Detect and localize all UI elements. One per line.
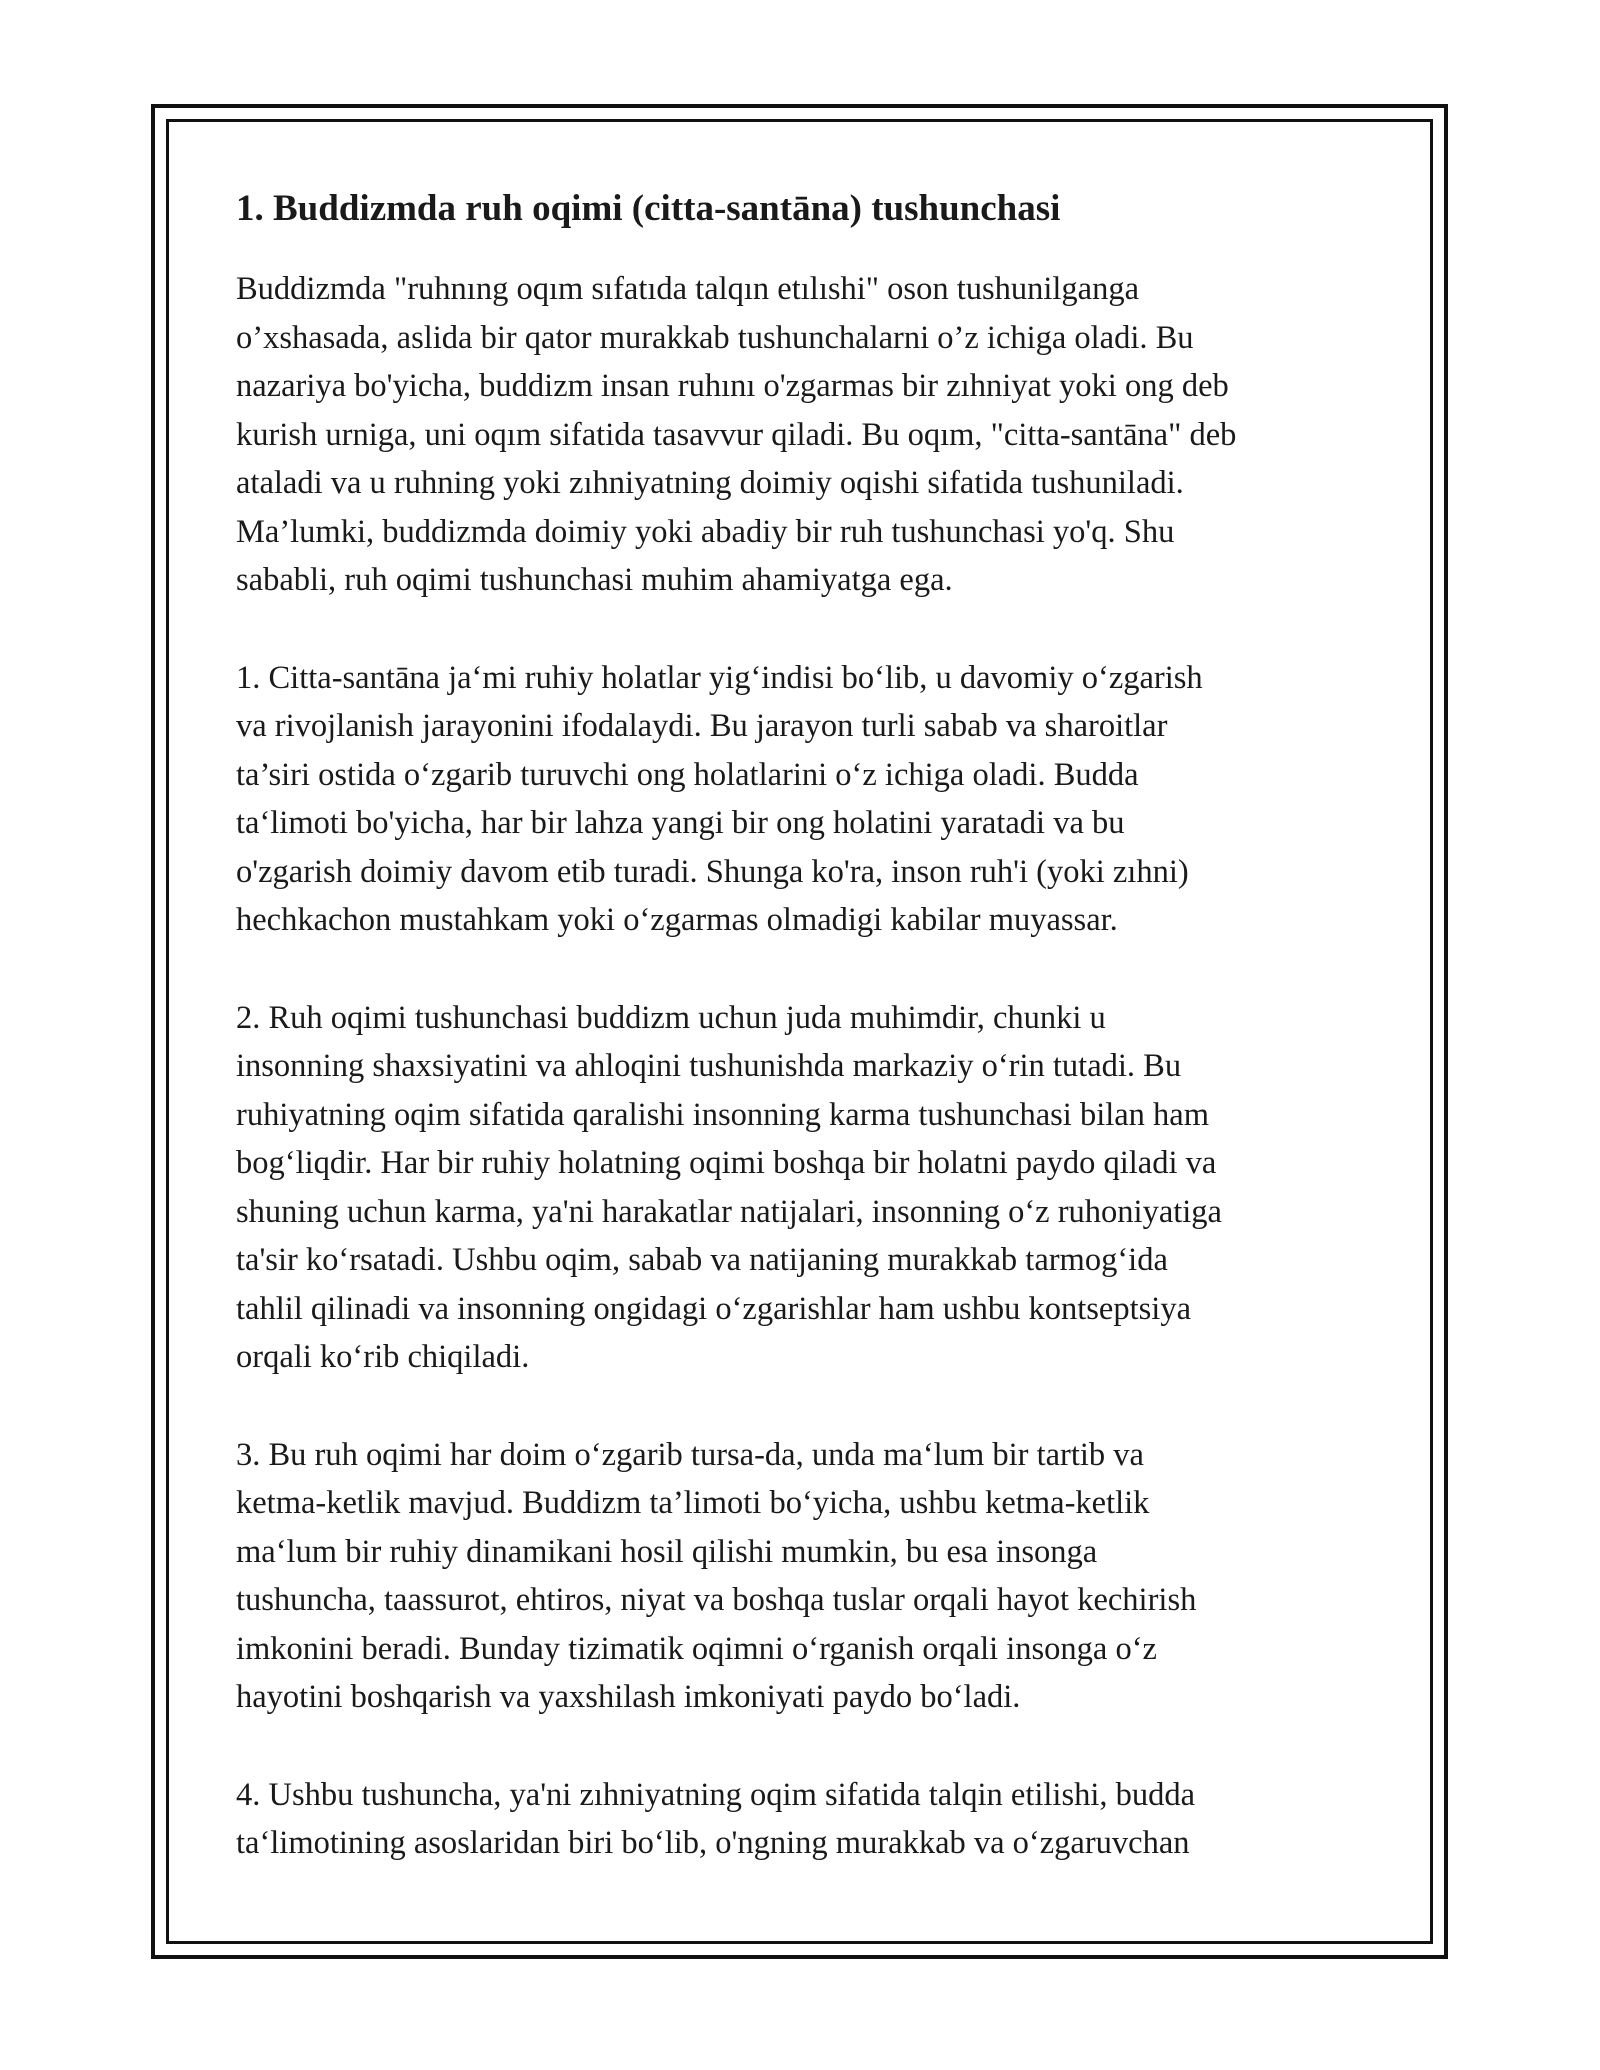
text-line: ta'sir ko‘rsatadi. Ushbu oqim, sabab va natijaning murakkab tarmog‘ida bbox=[236, 1242, 1168, 1278]
text-line: ta’siri ostida o‘zgarib turuvchi ong holatlarini o‘z ichiga oladi. Budda bbox=[236, 756, 1139, 793]
text-line: o'zgarish doimiy davom etib turadi. Shunga ko'ra, inson ruh'i (yoki zıhni) bbox=[236, 853, 1189, 890]
text-line: sababli, ruh oqimi tushunchasi muhim ahamiyatga ega. bbox=[236, 562, 953, 598]
document-content bbox=[236, 185, 1366, 1868]
text-line: va rivojlanish jarayonini ifodalaydi. Bu jarayon turli sabab va sharoitlar bbox=[236, 708, 1168, 744]
paragraph-point-3 bbox=[236, 1431, 1366, 1722]
paragraph-point-1 bbox=[236, 654, 1366, 945]
text-line: Ma’lumki, buddizmda doimiy yoki abadiy bir ruh tushunchasi yo'q. Shu bbox=[236, 513, 1175, 550]
text-line: bog‘liqdir. Har bir ruhiy holatning oqimi boshqa bir holatni paydo qiladi va bbox=[236, 1145, 1217, 1181]
text-line: ataladi va u ruhning yoki zıhniyatning doimiy oqishi sifatida tushuniladi. bbox=[236, 465, 1184, 501]
intro-paragraph bbox=[236, 265, 1366, 605]
text-line: hechkachon mustahkam yoki o‘zgarmas olmadigi kabilar muyassar. bbox=[236, 902, 1118, 938]
text-line: ma‘lum bir ruhiy dinamikani hosil qilishi mumkin, bu esa insonga bbox=[236, 1533, 1098, 1570]
text-line: 1. Citta-santāna ja‘mi ruhiy holatlar yig‘indisi bo‘lib, u davomiy o‘zgarish bbox=[236, 659, 1203, 696]
section-heading: 1. Buddizmda ruh oqimi (citta-santāna) tushunchasi bbox=[236, 188, 1061, 229]
text-line: insonning shaxsiyatini va ahloqini tushunishda markaziy o‘rin tutadi. Bu bbox=[236, 1048, 1182, 1084]
text-line: tahlil qilinadi va insonning ongidagi o‘zgarishlar ham ushbu kontseptsiya bbox=[236, 1290, 1191, 1327]
text-line: shuning uchun karma, ya'ni harakatlar natijalari, insonning o‘z ruhoniyatiga bbox=[236, 1193, 1222, 1230]
text-line: hayotini boshqarish va yaxshilash imkoniyati paydo bo‘ladi. bbox=[236, 1679, 1021, 1715]
text-line: imkonini beradi. Bunday tizimatik oqimni o‘rganish orqali insonga o‘z bbox=[236, 1630, 1157, 1667]
text-line: 2. Ruh oqimi tushunchasi buddizm uchun juda muhimdir, chunki u bbox=[236, 999, 1106, 1036]
text-line: 4. Ushbu tushuncha, ya'ni zıhniyatning oqim sifatida talqin etilishi, budda bbox=[236, 1776, 1196, 1813]
text-line: ta‘limoti bo'yicha, har bir lahza yangi bir ong holatini yaratadi va bu bbox=[236, 805, 1125, 841]
text-line: nazariya bo'yicha, buddizm insan ruhını o'zgarmas bir zıhniyat yoki ong deb bbox=[236, 368, 1229, 404]
text-line: orqali ko‘rib chiqiladi. bbox=[236, 1339, 530, 1375]
text-line: 3. Bu ruh oqimi har doim o‘zgarib tursa-da, unda ma‘lum bir tartib va bbox=[236, 1436, 1144, 1473]
text-line: kurish urniga, uni oqım sifatida tasavvur qiladi. Bu oqım, "citta-santāna" deb bbox=[236, 416, 1237, 453]
text-line: ruhiyatning oqim sifatida qaralishi insonning karma tushunchasi bilan ham bbox=[236, 1096, 1210, 1133]
text-line: o’xshasada, aslida bir qator murakkab tushunchalarni o’z ichiga oladi. Bu bbox=[236, 319, 1194, 356]
text-line: tushuncha, taassurot, ehtiros, niyat va boshqa tuslar orqali hayot kechirish bbox=[236, 1582, 1197, 1618]
paragraph-point-4 bbox=[236, 1771, 1366, 1868]
text-line: ketma-ketlik mavjud. Buddizm ta’limoti bo‘yicha, ushbu ketma-ketlik bbox=[236, 1485, 1150, 1521]
text-line: ta‘limotining asoslaridan biri bo‘lib, o'ngning murakkab va o‘zgaruvchan bbox=[236, 1825, 1190, 1861]
text-line: Buddizmda "ruhnıng oqım sıfatıda talqın etılıshi" oson tushunilganga bbox=[236, 271, 1140, 307]
paragraph-point-2 bbox=[236, 994, 1366, 1382]
